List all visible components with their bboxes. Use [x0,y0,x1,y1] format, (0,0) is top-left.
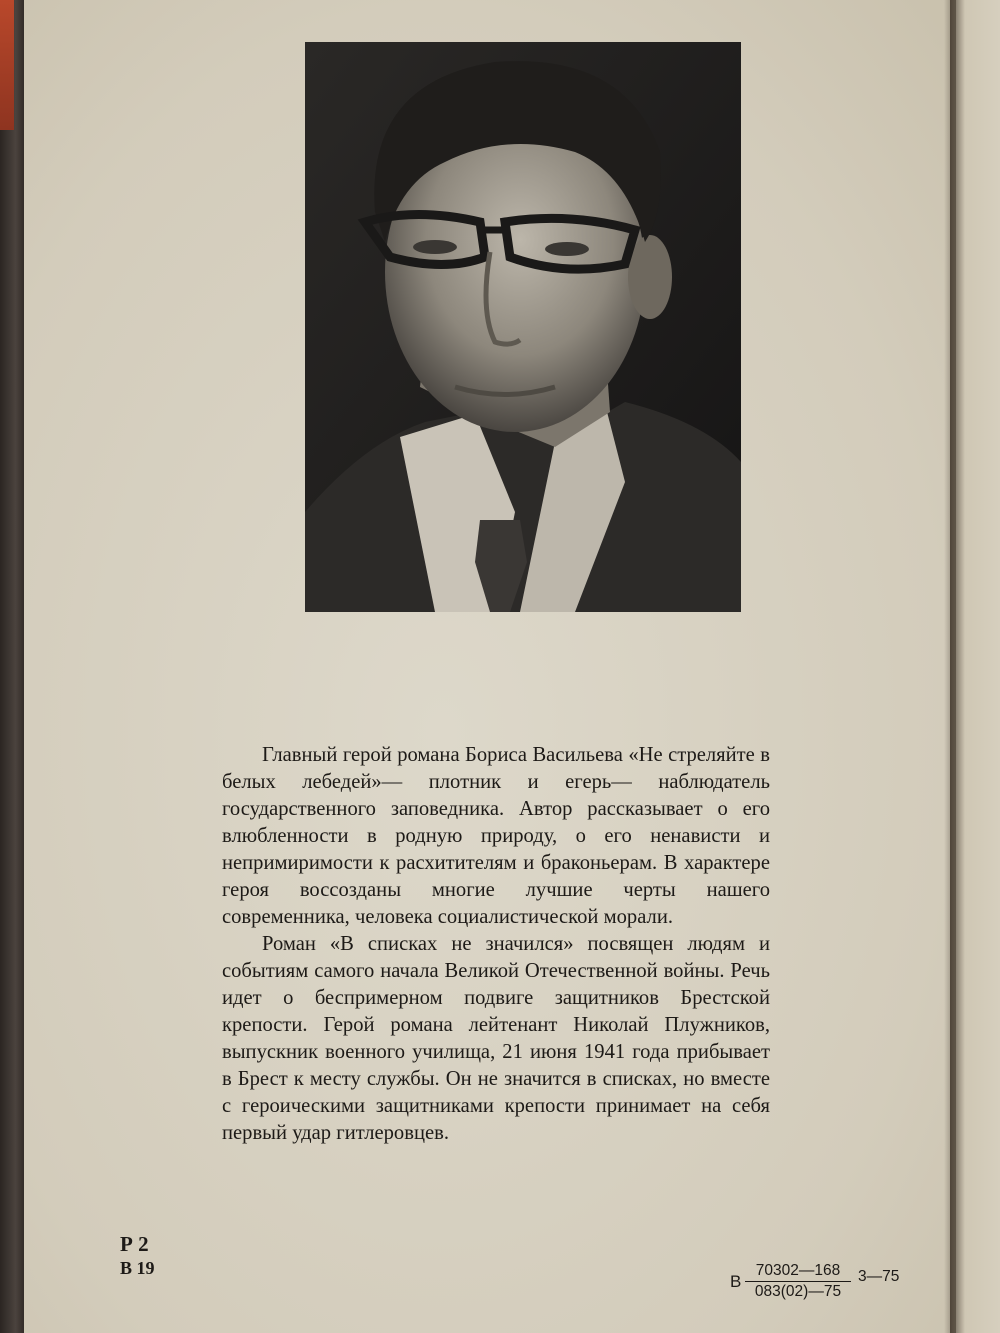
index-letter: В [730,1272,742,1291]
annotation-paragraph-2: Роман «В списках не значился» посвящен людям и событиям самого начала Великой Отечественной войны. Речь идет о беспримерном подвиге защитников Брестской крепости. Герой романа лейтенант Николай Плужников, выпускник военного училища, 21 июня 1941 года прибывает в Брест к месту службы. Он не значится в списках, но вместе с героическими защитниками крепости принимает на себя первый удар гитлеровцев. [222,933,770,1144]
book-annotation [222,742,770,1147]
cover-red-stripe [0,0,14,130]
catalog-code-v19: В 19 [120,1258,155,1278]
index-fraction [745,1262,851,1301]
annotation-paragraph-1: Главный герой романа Бориса Васильева «Не стреляйте в белых лебедей»— плотник и егерь— наблюдатель государственного заповедника. Автор рассказывает о его влюбленности в родную природу, о его ненависти и непримиримости к расхитителям и браконьерам. В характере героя воссозданы многие лучшие черты нашего современника, человека социалистической морали. [222,744,770,928]
book-cover-edge [0,0,26,1333]
index-denominator: 083(02)—75 [754,1283,842,1300]
author-portrait-photo [305,42,741,612]
catalog-code-r2: Р 2 [120,1232,149,1256]
index-suffix: 3—75 [858,1268,900,1285]
gutter-shadow [944,0,956,1333]
opposite-page-edge [950,0,1000,1333]
index-numerator: 70302—168 [745,1262,851,1282]
